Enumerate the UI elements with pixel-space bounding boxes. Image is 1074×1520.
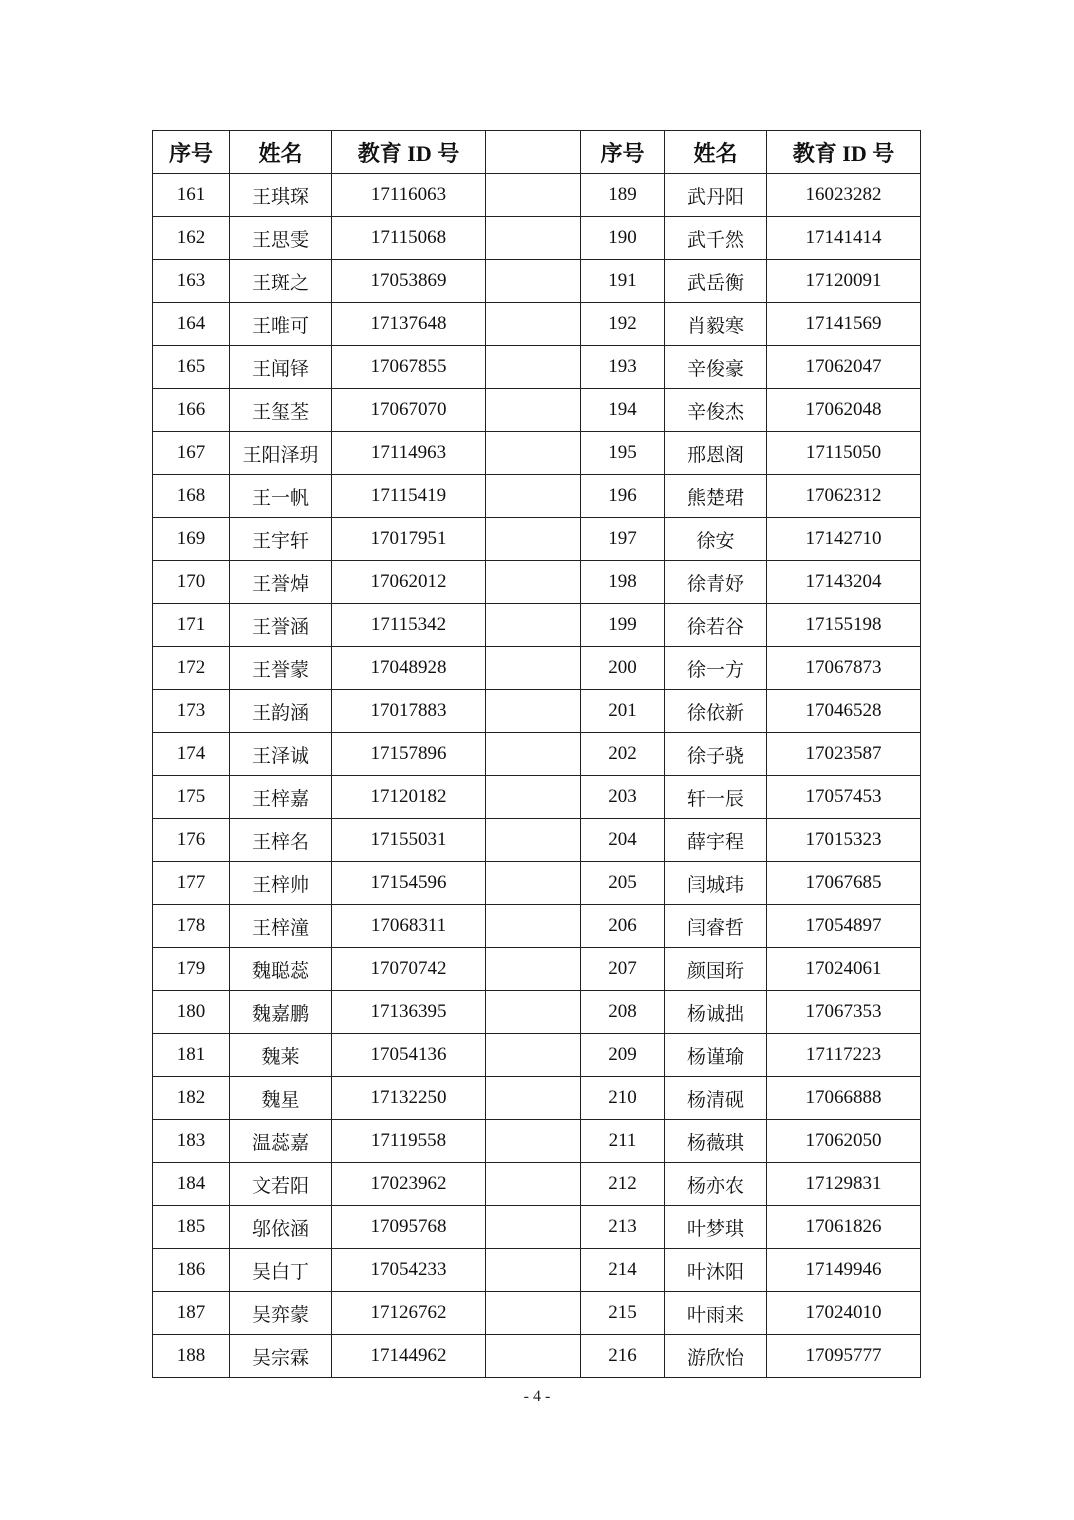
id-left-cell: 17017883 [332, 690, 486, 733]
seq-left-cell: 171 [153, 604, 230, 647]
seq-right-cell: 196 [581, 475, 665, 518]
table-row [153, 862, 921, 905]
column-gap-cell [486, 1077, 581, 1120]
name-right-cell: 辛俊杰 [665, 389, 767, 432]
column-gap-cell [486, 303, 581, 346]
column-gap-cell [486, 1249, 581, 1292]
name-right-cell: 徐若谷 [665, 604, 767, 647]
header-name-right: 姓名 [665, 131, 767, 174]
seq-left-cell: 162 [153, 217, 230, 260]
id-left-cell: 17115068 [332, 217, 486, 260]
seq-left-cell: 179 [153, 948, 230, 991]
seq-right-cell: 206 [581, 905, 665, 948]
id-right-cell: 17143204 [767, 561, 921, 604]
header-name-left: 姓名 [230, 131, 332, 174]
id-left-cell: 17054136 [332, 1034, 486, 1077]
table-row [153, 475, 921, 518]
seq-right-cell: 214 [581, 1249, 665, 1292]
id-right-cell: 17046528 [767, 690, 921, 733]
name-left-cell: 魏聪蕊 [230, 948, 332, 991]
table-row [153, 1335, 921, 1378]
table-row [153, 819, 921, 862]
name-left-cell: 王泽诚 [230, 733, 332, 776]
id-left-cell: 17126762 [332, 1292, 486, 1335]
id-right-cell: 17062048 [767, 389, 921, 432]
table-row [153, 303, 921, 346]
seq-right-cell: 208 [581, 991, 665, 1034]
seq-right-cell: 199 [581, 604, 665, 647]
id-right-cell: 17115050 [767, 432, 921, 475]
table-row [153, 1206, 921, 1249]
table-row [153, 733, 921, 776]
seq-left-cell: 176 [153, 819, 230, 862]
table-row [153, 389, 921, 432]
name-left-cell: 王闻铎 [230, 346, 332, 389]
id-right-cell: 17067685 [767, 862, 921, 905]
seq-right-cell: 200 [581, 647, 665, 690]
name-left-cell: 文若阳 [230, 1163, 332, 1206]
column-gap-cell [486, 475, 581, 518]
seq-right-cell: 212 [581, 1163, 665, 1206]
id-right-cell: 17141414 [767, 217, 921, 260]
header-seq-right: 序号 [581, 131, 665, 174]
id-right-cell: 17067873 [767, 647, 921, 690]
seq-right-cell: 216 [581, 1335, 665, 1378]
id-right-cell: 17066888 [767, 1077, 921, 1120]
name-left-cell: 王誉焯 [230, 561, 332, 604]
seq-right-cell: 209 [581, 1034, 665, 1077]
table-row [153, 690, 921, 733]
table-row [153, 518, 921, 561]
roster-body [153, 174, 921, 1378]
seq-left-cell: 175 [153, 776, 230, 819]
name-right-cell: 杨清砚 [665, 1077, 767, 1120]
id-left-cell: 17023962 [332, 1163, 486, 1206]
column-gap-cell [486, 260, 581, 303]
name-right-cell: 杨薇琪 [665, 1120, 767, 1163]
id-left-cell: 17116063 [332, 174, 486, 217]
name-left-cell: 吴宗霖 [230, 1335, 332, 1378]
seq-left-cell: 186 [153, 1249, 230, 1292]
name-right-cell: 徐依新 [665, 690, 767, 733]
seq-right-cell: 198 [581, 561, 665, 604]
seq-right-cell: 215 [581, 1292, 665, 1335]
id-right-cell: 17024061 [767, 948, 921, 991]
table-row [153, 948, 921, 991]
seq-right-cell: 195 [581, 432, 665, 475]
id-right-cell: 17129831 [767, 1163, 921, 1206]
id-left-cell: 17132250 [332, 1077, 486, 1120]
id-right-cell: 17095777 [767, 1335, 921, 1378]
column-gap-cell [486, 432, 581, 475]
table-row [153, 346, 921, 389]
seq-right-cell: 192 [581, 303, 665, 346]
seq-left-cell: 188 [153, 1335, 230, 1378]
name-left-cell: 王梓帅 [230, 862, 332, 905]
seq-left-cell: 165 [153, 346, 230, 389]
id-right-cell: 17149946 [767, 1249, 921, 1292]
name-right-cell: 武岳衡 [665, 260, 767, 303]
name-left-cell: 王一帆 [230, 475, 332, 518]
name-right-cell: 徐青妤 [665, 561, 767, 604]
table-row [153, 561, 921, 604]
id-right-cell: 17062050 [767, 1120, 921, 1163]
header-id-left: 教育 ID 号 [332, 131, 486, 174]
seq-left-cell: 161 [153, 174, 230, 217]
column-gap-cell [486, 1292, 581, 1335]
name-left-cell: 王梓潼 [230, 905, 332, 948]
name-right-cell: 杨谨瑜 [665, 1034, 767, 1077]
column-gap-cell [486, 948, 581, 991]
seq-left-cell: 177 [153, 862, 230, 905]
id-right-cell: 17067353 [767, 991, 921, 1034]
id-right-cell: 17015323 [767, 819, 921, 862]
id-left-cell: 17062012 [332, 561, 486, 604]
seq-right-cell: 194 [581, 389, 665, 432]
id-right-cell: 17054897 [767, 905, 921, 948]
column-gap-cell [486, 174, 581, 217]
seq-right-cell: 189 [581, 174, 665, 217]
id-left-cell: 17048928 [332, 647, 486, 690]
table-row [153, 1034, 921, 1077]
name-left-cell: 魏星 [230, 1077, 332, 1120]
column-gap-cell [486, 1206, 581, 1249]
name-right-cell: 闫城玮 [665, 862, 767, 905]
id-left-cell: 17115419 [332, 475, 486, 518]
name-left-cell: 王阳泽玥 [230, 432, 332, 475]
seq-left-cell: 182 [153, 1077, 230, 1120]
id-left-cell: 17067855 [332, 346, 486, 389]
header-id-right: 教育 ID 号 [767, 131, 921, 174]
column-gap-cell [486, 862, 581, 905]
id-right-cell: 17155198 [767, 604, 921, 647]
column-gap-cell [486, 819, 581, 862]
id-left-cell: 17120182 [332, 776, 486, 819]
name-left-cell: 王斑之 [230, 260, 332, 303]
column-gap-cell [486, 647, 581, 690]
column-gap-cell [486, 217, 581, 260]
id-left-cell: 17155031 [332, 819, 486, 862]
name-right-cell: 薛宇程 [665, 819, 767, 862]
name-left-cell: 王玺荃 [230, 389, 332, 432]
name-right-cell: 武丹阳 [665, 174, 767, 217]
table-row [153, 260, 921, 303]
id-left-cell: 17144962 [332, 1335, 486, 1378]
name-left-cell: 王韵涵 [230, 690, 332, 733]
seq-right-cell: 210 [581, 1077, 665, 1120]
seq-right-cell: 213 [581, 1206, 665, 1249]
column-gap-cell [486, 690, 581, 733]
column-gap-cell [486, 776, 581, 819]
table-row [153, 1163, 921, 1206]
id-left-cell: 17070742 [332, 948, 486, 991]
name-left-cell: 吴弈蒙 [230, 1292, 332, 1335]
seq-left-cell: 163 [153, 260, 230, 303]
name-right-cell: 徐安 [665, 518, 767, 561]
name-right-cell: 叶沐阳 [665, 1249, 767, 1292]
id-right-cell: 17061826 [767, 1206, 921, 1249]
seq-left-cell: 178 [153, 905, 230, 948]
seq-left-cell: 181 [153, 1034, 230, 1077]
page-number: - 4 - [523, 1388, 551, 1405]
name-right-cell: 闫睿哲 [665, 905, 767, 948]
header-row [153, 131, 921, 174]
table-row [153, 991, 921, 1034]
name-left-cell: 王梓名 [230, 819, 332, 862]
name-left-cell: 王思雯 [230, 217, 332, 260]
id-left-cell: 17068311 [332, 905, 486, 948]
seq-left-cell: 187 [153, 1292, 230, 1335]
name-right-cell: 游欣怡 [665, 1335, 767, 1378]
column-gap-cell [486, 518, 581, 561]
table-row [153, 1077, 921, 1120]
name-left-cell: 吴白丁 [230, 1249, 332, 1292]
name-right-cell: 徐一方 [665, 647, 767, 690]
seq-left-cell: 184 [153, 1163, 230, 1206]
id-right-cell: 17057453 [767, 776, 921, 819]
id-left-cell: 17157896 [332, 733, 486, 776]
table-row [153, 776, 921, 819]
column-gap-cell [486, 1163, 581, 1206]
seq-right-cell: 190 [581, 217, 665, 260]
name-right-cell: 轩一辰 [665, 776, 767, 819]
name-right-cell: 杨诚拙 [665, 991, 767, 1034]
name-right-cell: 叶梦琪 [665, 1206, 767, 1249]
name-right-cell: 徐子骁 [665, 733, 767, 776]
seq-left-cell: 172 [153, 647, 230, 690]
id-right-cell: 17024010 [767, 1292, 921, 1335]
name-left-cell: 王誉蒙 [230, 647, 332, 690]
name-right-cell: 熊楚珺 [665, 475, 767, 518]
seq-left-cell: 183 [153, 1120, 230, 1163]
id-right-cell: 17120091 [767, 260, 921, 303]
column-gap-cell [486, 389, 581, 432]
seq-right-cell: 197 [581, 518, 665, 561]
name-left-cell: 魏莱 [230, 1034, 332, 1077]
id-right-cell: 17141569 [767, 303, 921, 346]
seq-left-cell: 174 [153, 733, 230, 776]
id-right-cell: 16023282 [767, 174, 921, 217]
name-right-cell: 颜国珩 [665, 948, 767, 991]
id-left-cell: 17067070 [332, 389, 486, 432]
seq-left-cell: 185 [153, 1206, 230, 1249]
id-right-cell: 17023587 [767, 733, 921, 776]
seq-right-cell: 211 [581, 1120, 665, 1163]
name-right-cell: 辛俊豪 [665, 346, 767, 389]
table-row [153, 604, 921, 647]
name-left-cell: 王琪琛 [230, 174, 332, 217]
seq-right-cell: 193 [581, 346, 665, 389]
seq-right-cell: 207 [581, 948, 665, 991]
column-gap-cell [486, 905, 581, 948]
seq-right-cell: 201 [581, 690, 665, 733]
table-row [153, 647, 921, 690]
id-left-cell: 17017951 [332, 518, 486, 561]
name-right-cell: 武千然 [665, 217, 767, 260]
seq-left-cell: 169 [153, 518, 230, 561]
id-left-cell: 17095768 [332, 1206, 486, 1249]
name-right-cell: 叶雨来 [665, 1292, 767, 1335]
student-roster-table [152, 130, 921, 1378]
column-gap-cell [486, 604, 581, 647]
id-left-cell: 17053869 [332, 260, 486, 303]
id-right-cell: 17142710 [767, 518, 921, 561]
seq-right-cell: 191 [581, 260, 665, 303]
name-left-cell: 邬依涵 [230, 1206, 332, 1249]
seq-left-cell: 173 [153, 690, 230, 733]
seq-left-cell: 166 [153, 389, 230, 432]
table-row [153, 905, 921, 948]
table-row [153, 174, 921, 217]
name-left-cell: 魏嘉鹏 [230, 991, 332, 1034]
table-row [153, 217, 921, 260]
column-gap-cell [486, 991, 581, 1034]
table-row [153, 1292, 921, 1335]
header-seq-left: 序号 [153, 131, 230, 174]
name-left-cell: 王唯可 [230, 303, 332, 346]
name-right-cell: 肖毅寒 [665, 303, 767, 346]
id-right-cell: 17062312 [767, 475, 921, 518]
column-gap [486, 131, 581, 174]
column-gap-cell [486, 346, 581, 389]
name-left-cell: 王宇轩 [230, 518, 332, 561]
id-left-cell: 17137648 [332, 303, 486, 346]
id-left-cell: 17154596 [332, 862, 486, 905]
seq-right-cell: 205 [581, 862, 665, 905]
name-left-cell: 王誉涵 [230, 604, 332, 647]
seq-right-cell: 202 [581, 733, 665, 776]
seq-left-cell: 167 [153, 432, 230, 475]
seq-left-cell: 170 [153, 561, 230, 604]
seq-left-cell: 168 [153, 475, 230, 518]
id-left-cell: 17115342 [332, 604, 486, 647]
column-gap-cell [486, 733, 581, 776]
name-left-cell: 温蕊嘉 [230, 1120, 332, 1163]
id-left-cell: 17114963 [332, 432, 486, 475]
column-gap-cell [486, 1034, 581, 1077]
table-row [153, 432, 921, 475]
seq-right-cell: 203 [581, 776, 665, 819]
column-gap-cell [486, 1335, 581, 1378]
id-left-cell: 17054233 [332, 1249, 486, 1292]
seq-left-cell: 180 [153, 991, 230, 1034]
column-gap-cell [486, 1120, 581, 1163]
id-left-cell: 17119558 [332, 1120, 486, 1163]
id-right-cell: 17062047 [767, 346, 921, 389]
seq-right-cell: 204 [581, 819, 665, 862]
table-row [153, 1120, 921, 1163]
column-gap-cell [486, 561, 581, 604]
name-left-cell: 王梓嘉 [230, 776, 332, 819]
name-right-cell: 杨亦农 [665, 1163, 767, 1206]
seq-left-cell: 164 [153, 303, 230, 346]
table-row [153, 1249, 921, 1292]
id-right-cell: 17117223 [767, 1034, 921, 1077]
name-right-cell: 邢恩阁 [665, 432, 767, 475]
id-left-cell: 17136395 [332, 991, 486, 1034]
